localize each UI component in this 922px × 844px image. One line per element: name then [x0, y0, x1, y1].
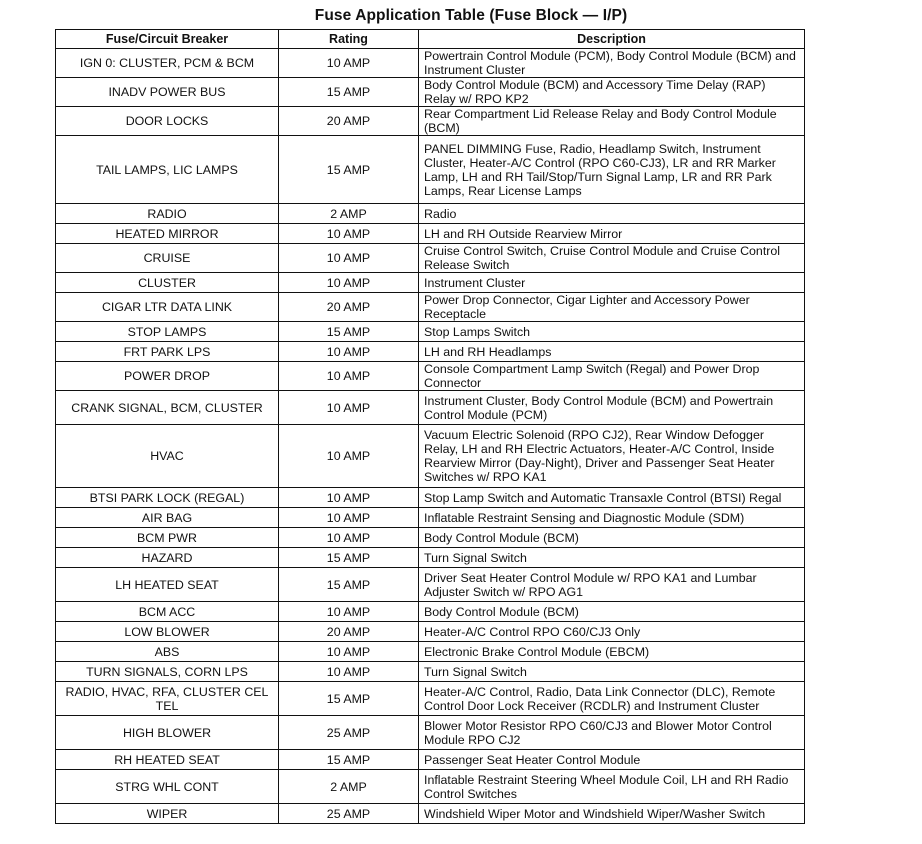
rating-cell: 15 AMP — [279, 750, 419, 770]
table-row — [56, 568, 805, 602]
fuse-name-cell: LOW BLOWER — [56, 622, 279, 642]
rating-cell: 10 AMP — [279, 342, 419, 362]
table-row — [56, 425, 805, 488]
rating-cell: 15 AMP — [279, 78, 419, 107]
rating-cell: 10 AMP — [279, 662, 419, 682]
rating-cell: 10 AMP — [279, 224, 419, 244]
description-cell: Driver Seat Heater Control Module w/ RPO KA1 and Lumbar Adjuster Switch w/ RPO AG1 — [419, 568, 805, 602]
fuse-name-cell: CRANK SIGNAL, BCM, CLUSTER — [56, 391, 279, 425]
description-cell: LH and RH Headlamps — [419, 342, 805, 362]
column-header-fuse: Fuse/Circuit Breaker — [56, 30, 279, 49]
fuse-name-cell: IGN 0: CLUSTER, PCM & BCM — [56, 49, 279, 78]
fuse-name-cell: LH HEATED SEAT — [56, 568, 279, 602]
description-cell: Windshield Wiper Motor and Windshield Wiper/Washer Switch — [419, 804, 805, 824]
description-cell: Radio — [419, 204, 805, 224]
fuse-name-cell: CRUISE — [56, 244, 279, 273]
fuse-name-cell: HEATED MIRROR — [56, 224, 279, 244]
description-cell: Rear Compartment Lid Release Relay and Body Control Module (BCM) — [419, 107, 805, 136]
table-row — [56, 488, 805, 508]
table-row — [56, 642, 805, 662]
rating-cell: 10 AMP — [279, 391, 419, 425]
column-header-description: Description — [419, 30, 805, 49]
fuse-name-cell: INADV POWER BUS — [56, 78, 279, 107]
fuse-name-cell: HIGH BLOWER — [56, 716, 279, 750]
fuse-name-cell: TAIL LAMPS, LIC LAMPS — [56, 136, 279, 204]
description-cell: Body Control Module (BCM) — [419, 602, 805, 622]
rating-cell: 10 AMP — [279, 528, 419, 548]
fuse-name-cell: TURN SIGNALS, CORN LPS — [56, 662, 279, 682]
fuse-application-table — [55, 29, 805, 824]
table-row — [56, 548, 805, 568]
table-row — [56, 107, 805, 136]
description-cell: Electronic Brake Control Module (EBCM) — [419, 642, 805, 662]
description-cell: Console Compartment Lamp Switch (Regal) and Power Drop Connector — [419, 362, 805, 391]
table-row — [56, 204, 805, 224]
rating-cell: 15 AMP — [279, 548, 419, 568]
rating-cell: 20 AMP — [279, 622, 419, 642]
table-row — [56, 78, 805, 107]
description-cell: Instrument Cluster — [419, 273, 805, 293]
description-cell: Passenger Seat Heater Control Module — [419, 750, 805, 770]
table-row — [56, 362, 805, 391]
description-cell: Body Control Module (BCM) — [419, 528, 805, 548]
description-cell: Heater-A/C Control RPO C60/CJ3 Only — [419, 622, 805, 642]
rating-cell: 10 AMP — [279, 244, 419, 273]
rating-cell: 25 AMP — [279, 716, 419, 750]
rating-cell: 2 AMP — [279, 204, 419, 224]
description-cell: Turn Signal Switch — [419, 548, 805, 568]
fuse-name-cell: BTSI PARK LOCK (REGAL) — [56, 488, 279, 508]
table-row — [56, 224, 805, 244]
fuse-name-cell: RH HEATED SEAT — [56, 750, 279, 770]
description-cell: LH and RH Outside Rearview Mirror — [419, 224, 805, 244]
description-cell: Powertrain Control Module (PCM), Body Control Module (BCM) and Instrument Cluster — [419, 49, 805, 78]
fuse-name-cell: RADIO, HVAC, RFA, CLUSTER CEL TEL — [56, 682, 279, 716]
rating-cell: 15 AMP — [279, 322, 419, 342]
table-row — [56, 293, 805, 322]
fuse-name-cell: RADIO — [56, 204, 279, 224]
table-row — [56, 662, 805, 682]
description-cell: PANEL DIMMING Fuse, Radio, Headlamp Switch, Instrument Cluster, Heater-A/C Control (RPO C60-CJ3), LR and RR Marker Lamp, LH and RH Tail/Stop/Turn Signal Lamp, LR and RR Park Lamps, Rear License Lamps — [419, 136, 805, 204]
fuse-name-cell: BCM ACC — [56, 602, 279, 622]
description-cell: Instrument Cluster, Body Control Module (BCM) and Powertrain Control Module (PCM) — [419, 391, 805, 425]
description-cell: Power Drop Connector, Cigar Lighter and Accessory Power Receptacle — [419, 293, 805, 322]
description-cell: Stop Lamps Switch — [419, 322, 805, 342]
table-row — [56, 804, 805, 824]
fuse-name-cell: DOOR LOCKS — [56, 107, 279, 136]
fuse-name-cell: STOP LAMPS — [56, 322, 279, 342]
fuse-name-cell: POWER DROP — [56, 362, 279, 391]
rating-cell: 10 AMP — [279, 508, 419, 528]
description-cell: Vacuum Electric Solenoid (RPO CJ2), Rear Window Defogger Relay, LH and RH Electric Actuators, Heater-A/C Control, Inside Rearview Mirror (Day-Night), Driver and Passenger Seat Heater Switches w/ RPO KA1 — [419, 425, 805, 488]
fuse-name-cell: BCM PWR — [56, 528, 279, 548]
table-header-row — [56, 30, 805, 49]
fuse-name-cell: CLUSTER — [56, 273, 279, 293]
description-cell: Blower Motor Resistor RPO C60/CJ3 and Blower Motor Control Module RPO CJ2 — [419, 716, 805, 750]
table-row — [56, 49, 805, 78]
rating-cell: 10 AMP — [279, 425, 419, 488]
table-row — [56, 244, 805, 273]
rating-cell: 10 AMP — [279, 362, 419, 391]
fuse-name-cell: HAZARD — [56, 548, 279, 568]
rating-cell: 10 AMP — [279, 642, 419, 662]
fuse-name-cell: FRT PARK LPS — [56, 342, 279, 362]
rating-cell: 10 AMP — [279, 49, 419, 78]
rating-cell: 10 AMP — [279, 273, 419, 293]
rating-cell: 2 AMP — [279, 770, 419, 804]
fuse-name-cell: WIPER — [56, 804, 279, 824]
rating-cell: 15 AMP — [279, 568, 419, 602]
table-row — [56, 682, 805, 716]
table-row — [56, 622, 805, 642]
table-row — [56, 750, 805, 770]
page-title: Fuse Application Table (Fuse Block — I/P) — [314, 7, 628, 24]
fuse-name-cell: STRG WHL CONT — [56, 770, 279, 804]
table-body — [56, 49, 805, 824]
description-cell: Turn Signal Switch — [419, 662, 805, 682]
description-cell: Heater-A/C Control, Radio, Data Link Connector (DLC), Remote Control Door Lock Receiver (RCDLR) and Instrument Cluster — [419, 682, 805, 716]
table-row — [56, 508, 805, 528]
table-row — [56, 322, 805, 342]
description-cell: Inflatable Restraint Sensing and Diagnostic Module (SDM) — [419, 508, 805, 528]
table-row — [56, 273, 805, 293]
fuse-name-cell: HVAC — [56, 425, 279, 488]
description-cell: Cruise Control Switch, Cruise Control Module and Cruise Control Release Switch — [419, 244, 805, 273]
rating-cell: 10 AMP — [279, 602, 419, 622]
column-header-rating: Rating — [279, 30, 419, 49]
table-row — [56, 602, 805, 622]
fuse-name-cell: AIR BAG — [56, 508, 279, 528]
table-row — [56, 136, 805, 204]
rating-cell: 15 AMP — [279, 682, 419, 716]
table-row — [56, 528, 805, 548]
rating-cell: 15 AMP — [279, 136, 419, 204]
description-cell: Stop Lamp Switch and Automatic Transaxle Control (BTSI) Regal — [419, 488, 805, 508]
rating-cell: 20 AMP — [279, 293, 419, 322]
fuse-name-cell: CIGAR LTR DATA LINK — [56, 293, 279, 322]
rating-cell: 25 AMP — [279, 804, 419, 824]
fuse-name-cell: ABS — [56, 642, 279, 662]
table-row — [56, 716, 805, 750]
rating-cell: 10 AMP — [279, 488, 419, 508]
description-cell: Body Control Module (BCM) and Accessory Time Delay (RAP) Relay w/ RPO KP2 — [419, 78, 805, 107]
description-cell: Inflatable Restraint Steering Wheel Module Coil, LH and RH Radio Control Switches — [419, 770, 805, 804]
table-row — [56, 342, 805, 362]
table-row — [56, 770, 805, 804]
rating-cell: 20 AMP — [279, 107, 419, 136]
table-row — [56, 391, 805, 425]
